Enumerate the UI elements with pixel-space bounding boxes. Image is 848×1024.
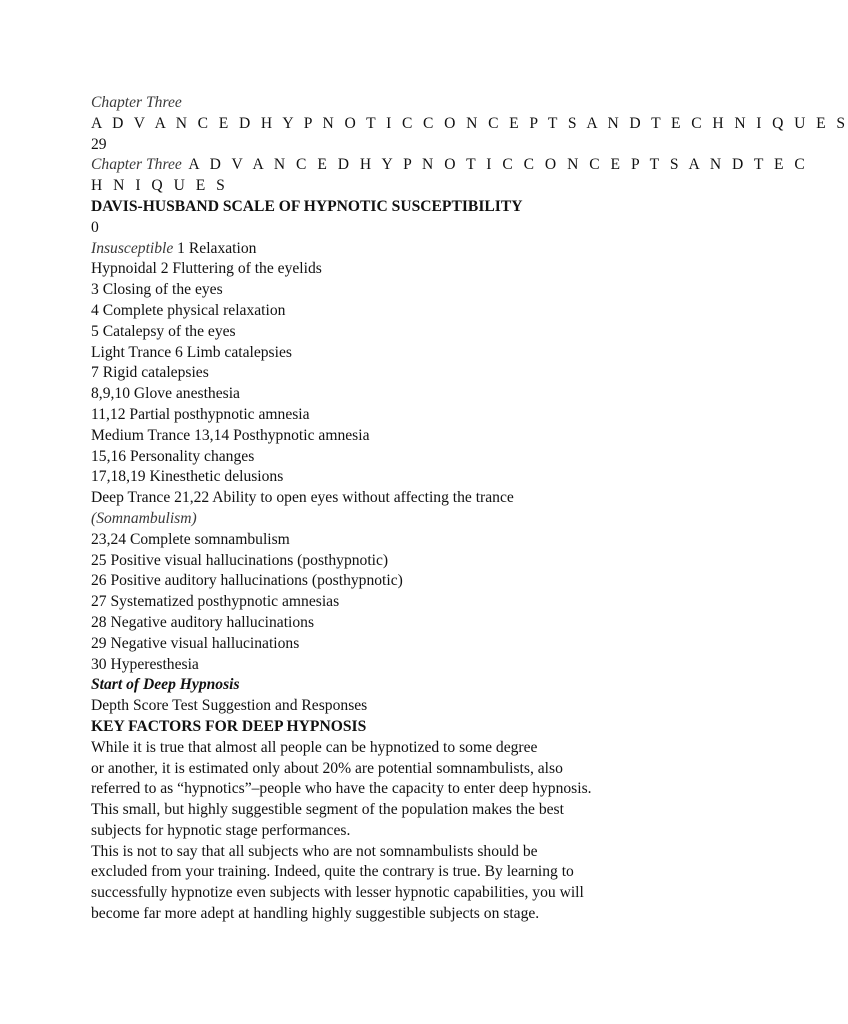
scale-item-25: 25 Positive visual hallucinations (posthypnotic) (91, 551, 389, 569)
scale-item-30: 30 Hyperesthesia (91, 655, 199, 673)
document-page (91, 93, 848, 925)
chapter-label-repeat: Chapter Three (91, 156, 182, 174)
scale-item-7: 7 Rigid catalepsies (91, 364, 209, 382)
paragraph-2-line-2: excluded from your training. Indeed, quite the contrary is true. By learning to (91, 863, 574, 881)
deep-hypnosis-label: Start of Deep Hypnosis (91, 676, 240, 694)
running-head-repeat-b: H N I Q U E S (91, 177, 229, 195)
scale-item-5: 5 Catalepsy of the eyes (91, 322, 236, 340)
scale-item-13: Medium Trance 13,14 Posthypnotic amnesia (91, 426, 370, 444)
scale-item-15: 15,16 Personality changes (91, 447, 255, 465)
running-head-repeat (91, 155, 809, 176)
key-factors-heading: KEY FACTORS FOR DEEP HYPNOSIS (91, 717, 367, 735)
paragraph-2-line-4: become far more adept at handling highly suggestible subjects on stage. (91, 905, 540, 923)
page-number: 29 (91, 135, 107, 153)
running-head: A D V A N C E D H Y P N O T I C C O N C E P T S A N D T E C H N I Q U E S (91, 114, 848, 132)
scale-item-28: 28 Negative auditory hallucinations (91, 613, 315, 631)
paragraph-1-line-1: While it is true that almost all people can be hypnotized to some degree (91, 738, 538, 756)
paragraph-1-line-5: subjects for hypnotic stage performances. (91, 821, 351, 839)
scale-item-6: Light Trance 6 Limb catalepsies (91, 343, 292, 361)
scale-item-3: 3 Closing of the eyes (91, 281, 223, 299)
paragraph-1-line-2: or another, it is estimated only about 20% are potential somnambulists, also (91, 759, 563, 777)
paragraph-2-line-3: successfully hypnotize even subjects with lesser hypnotic capabilities, you will (91, 884, 584, 902)
paragraph-1-line-3: referred to as “hypnotics”–people who have the capacity to enter deep hypnosis. (91, 780, 592, 798)
scale-item-11: 11,12 Partial posthypnotic amnesia (91, 405, 310, 423)
running-head-repeat-a: A D V A N C E D H Y P N O T I C C O N C E P T S A N D T E C (181, 156, 809, 174)
scale-zero: 0 (91, 218, 99, 236)
depth-caption: Depth Score Test Suggestion and Responses (91, 697, 368, 715)
paragraph-2-line-1: This is not to say that all subjects who are not somnambulists should be (91, 842, 538, 860)
scale-item-27: 27 Systematized posthypnotic amnesias (91, 593, 340, 611)
chapter-label: Chapter Three (91, 94, 182, 111)
scale-item-17: 17,18,19 Kinesthetic delusions (91, 468, 284, 486)
scale-item-4: 4 Complete physical relaxation (91, 301, 286, 319)
scale-item-1 (91, 239, 731, 260)
insusceptible-label: Insusceptible (91, 239, 174, 257)
somnambulism-label: (Somnambulism) (91, 509, 197, 527)
scale-item-2: Hypnoidal 2 Fluttering of the eyelids (91, 260, 322, 278)
scale-heading: DAVIS-HUSBAND SCALE OF HYPNOTIC SUSCEPTIBILITY (91, 197, 523, 215)
scale-item-23: 23,24 Complete somnambulism (91, 530, 290, 548)
paragraph-1-line-4: This small, but highly suggestible segment of the population makes the best (91, 801, 564, 819)
scale-item-21: Deep Trance 21,22 Ability to open eyes without affecting the trance (91, 489, 514, 507)
scale-item-1-text: 1 Relaxation (173, 239, 257, 257)
scale-item-29: 29 Negative visual hallucinations (91, 634, 300, 652)
scale-item-26: 26 Positive auditory hallucinations (posthypnotic) (91, 572, 403, 590)
scale-item-8: 8,9,10 Glove anesthesia (91, 385, 240, 403)
